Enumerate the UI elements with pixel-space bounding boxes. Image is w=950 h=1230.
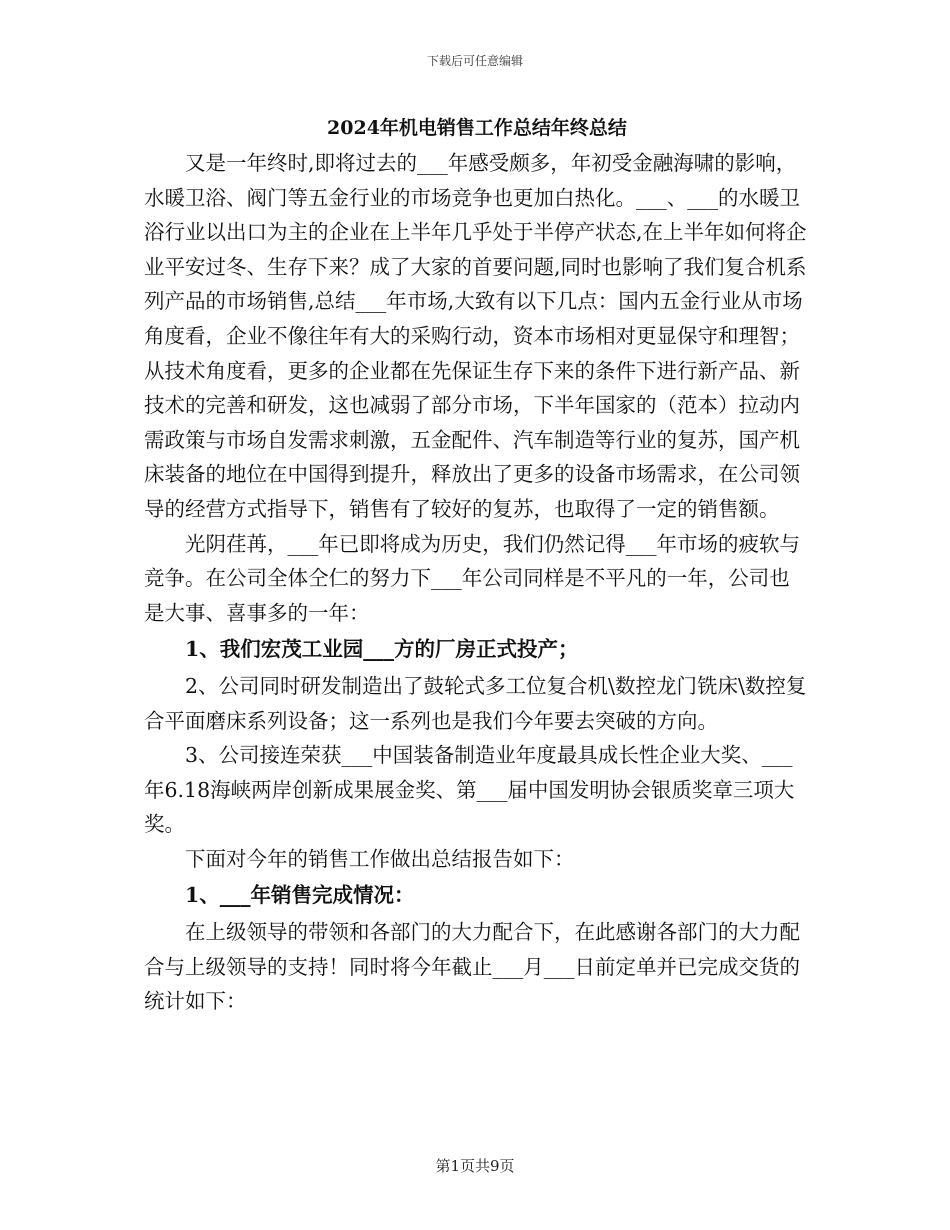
paragraph-review: 光阴荏苒，___年已即将成为历史，我们仍然记得___年市场的疲软与竞争。在公司全体仝仁的努力下___年公司同样是不平凡的一年，公司也是大事、喜事多的一年：	[144, 531, 800, 625]
document-title: 2024年机电销售工作总结年终总结	[327, 117, 627, 139]
page-footer-number: 第1页共9页	[435, 1157, 515, 1175]
paragraph-sales-stats: 在上级领导的带领和各部门的大力配合下，在此感谢各部门的大力配合与上级领导的支持！同时将今年截止___月___日前定单并已完成交货的统计如下：	[144, 920, 800, 1014]
list-item-awards: 3、公司接连荣获___中国装备制造业年度最具成长性企业大奖、___年6.18海峡两岸创新成果展金奖、第___届中国发明协会银质奖章三项大奖。	[144, 743, 795, 837]
paragraph-report-intro: 下面对今年的销售工作做出总结报告如下：	[185, 846, 575, 871]
document-body	[144, 110, 810, 1019]
list-item-products: 2、公司同时研发制造出了鼓轮式多工位复合机\数控龙门铣床\数控复合平面磨床系列设备；这一系列也是我们今年要去突破的方向。	[144, 673, 807, 733]
page-header-note: 下载后可任意编辑	[426, 54, 523, 68]
paragraph-intro: 又是一年终时,即将过去的___年感受颇多，年初受金融海啸的影响，水暖卫浴、阀门等五金行业的市场竞争也更加白热化。___、___的水暖卫浴行业以出口为主的企业在上半年几乎处于半停产状态,在上半年如何将企业平安过冬、生存下来？成了大家的首要问题,同时也影响了我们复合机系列产品的市场销售,总结___年市场,大致有以下几点：国内五金行业从市场角度看，企业不像往年有大的采购行动，资本市场相对更显保守和理智；从技术角度看，更多的企业都在先保证生存下来的条件下进行新产品、新技术的完善和研发，这也减弱了部分市场，下半年国家的（范本）拉动内需政策与市场自发需求刺激，五金配件、汽车制造等行业的复苏，国产机床装备的地位在中国得到提升，释放出了更多的设备市场需求，在公司领导的经营方式指导下，销售有了较好的复苏，也取得了一定的销售额。	[144, 151, 807, 521]
list-item-factory: 1、我们宏茂工业园___方的厂房正式投产；	[185, 637, 579, 662]
section-heading-sales: 1、___年销售完成情况：	[185, 883, 415, 908]
